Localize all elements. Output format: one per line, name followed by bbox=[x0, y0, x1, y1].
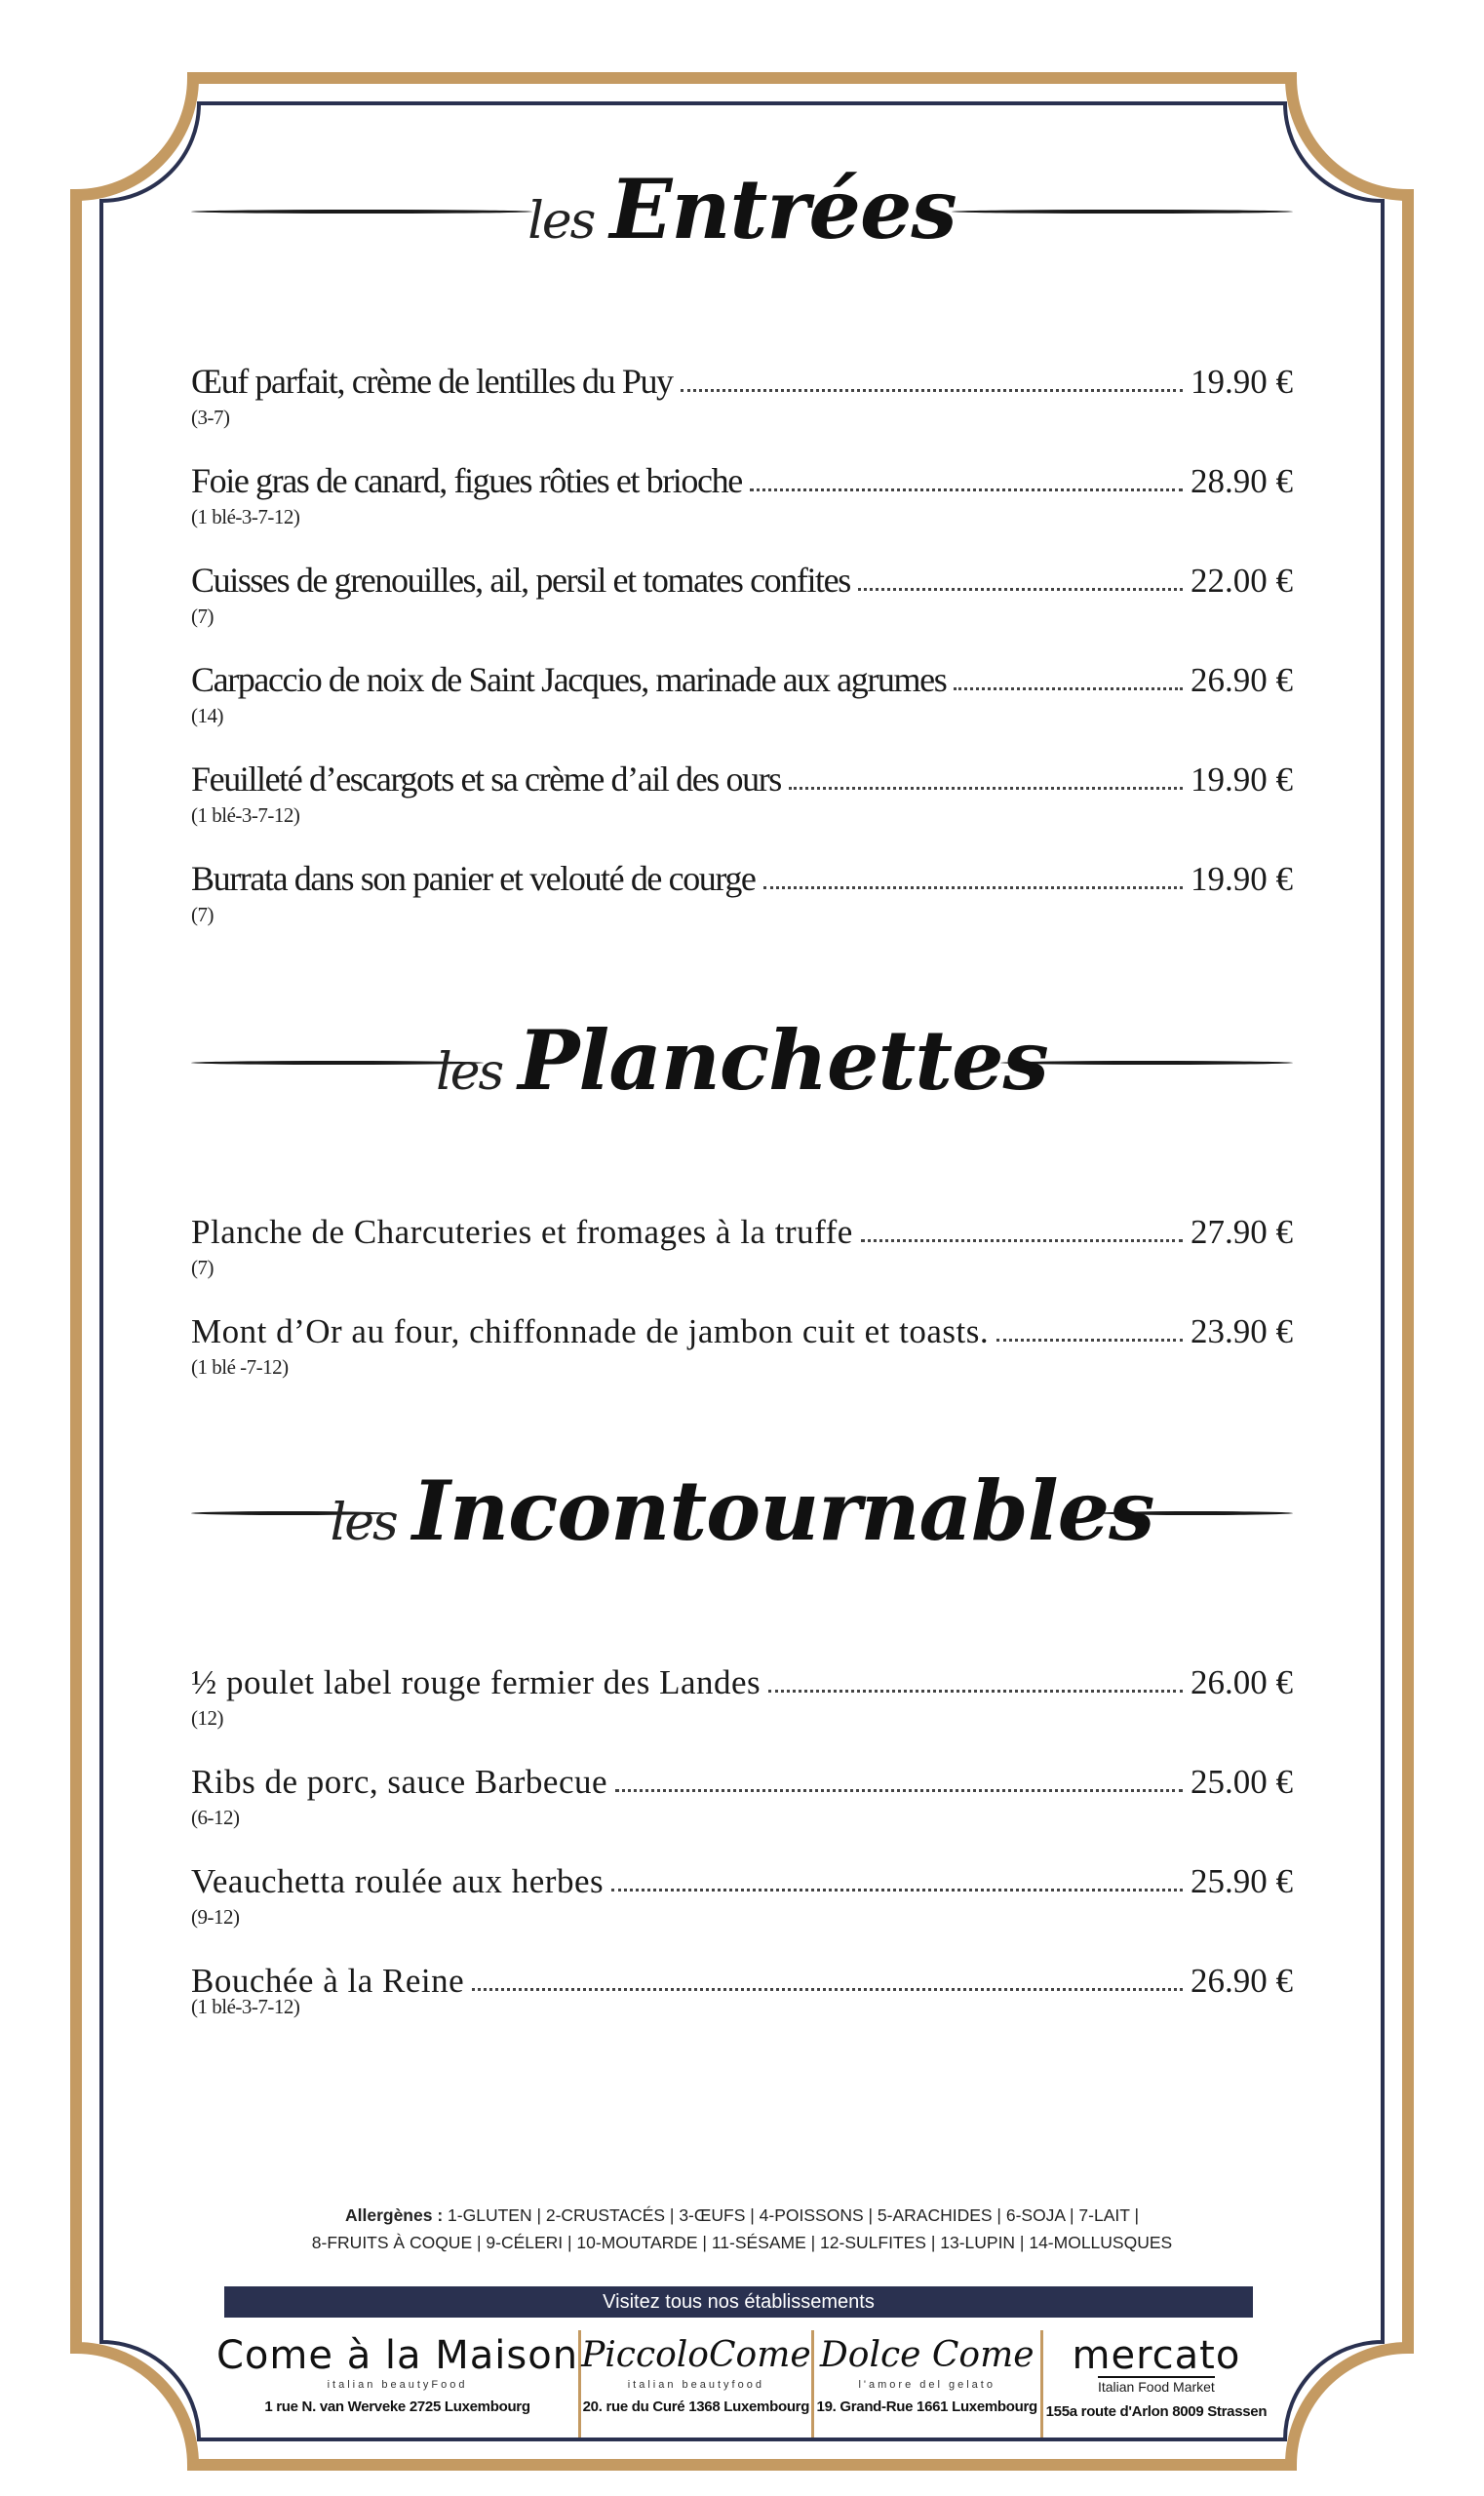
allergens-legend bbox=[191, 2202, 1293, 2256]
leader-dots bbox=[954, 687, 1183, 690]
logo-mercato: mercato bbox=[1072, 2333, 1241, 2378]
item-price: 26.90 € bbox=[1191, 1962, 1293, 2000]
visit-banner: Visitez tous nos établissements bbox=[224, 2286, 1253, 2318]
item-price: 19.90 € bbox=[1191, 760, 1293, 799]
item-name: Planche de Charcuteries et fromages à la truffe bbox=[191, 1213, 853, 1251]
menu-item bbox=[191, 1962, 1293, 2020]
entrees-list bbox=[191, 361, 1293, 957]
title-incontournables: Incontournables bbox=[411, 1462, 1154, 1559]
item-allergens: (1 blé-3-7-12) bbox=[191, 803, 300, 827]
leader-dots bbox=[750, 488, 1183, 491]
establishment-tagline: italian beautyfood bbox=[627, 2379, 764, 2391]
establishment-address: 19. Grand-Rue 1661 Luxembourg bbox=[816, 2398, 1037, 2415]
item-allergens: (3-7) bbox=[191, 406, 230, 429]
section-title-planchettes bbox=[191, 1002, 1293, 1119]
item-price: 26.00 € bbox=[1191, 1663, 1293, 1701]
item-price: 26.90 € bbox=[1191, 661, 1293, 699]
item-name: Mont d’Or au four, chiffonnade de jambon cuit et toasts. bbox=[191, 1312, 990, 1350]
menu-item bbox=[191, 1763, 1293, 1862]
item-price: 27.90 € bbox=[1191, 1213, 1293, 1251]
establishment-tagline: Italian Food Market bbox=[1098, 2376, 1215, 2395]
leader-dots bbox=[681, 389, 1183, 392]
item-price: 19.90 € bbox=[1191, 860, 1293, 898]
menu-item bbox=[191, 1312, 1293, 1412]
item-name: Feuilleté d’escargots et sa crème d’ail des ours bbox=[191, 760, 781, 799]
item-name: Œuf parfait, crème de lentilles du Puy bbox=[191, 362, 673, 401]
logo-come-a-la-maison: Come à la Maison bbox=[216, 2333, 579, 2378]
leader-dots bbox=[615, 1789, 1183, 1792]
title-les: les bbox=[527, 192, 595, 251]
title-les: les bbox=[436, 1043, 503, 1102]
incontournables-list bbox=[191, 1663, 1293, 2020]
leader-dots bbox=[789, 787, 1183, 790]
item-price: 19.90 € bbox=[1191, 363, 1293, 401]
title-planchettes: Planchettes bbox=[518, 1012, 1048, 1109]
item-allergens: (1 blé-3-7-12) bbox=[191, 1995, 300, 2018]
establishment-tagline: l'amore del gelato bbox=[858, 2379, 996, 2391]
item-price: 25.00 € bbox=[1191, 1763, 1293, 1801]
section-title-incontournables bbox=[191, 1453, 1293, 1570]
menu-item bbox=[191, 759, 1293, 858]
item-name: Bouchée à la Reine bbox=[191, 1962, 465, 2000]
item-allergens: (12) bbox=[191, 1706, 223, 1730]
section-title-entrees bbox=[191, 151, 1293, 268]
item-allergens: (9-12) bbox=[191, 1905, 240, 1929]
item-allergens: (7) bbox=[191, 1256, 214, 1279]
leader-dots bbox=[611, 1889, 1183, 1892]
menu-item bbox=[191, 1862, 1293, 1962]
menu-item bbox=[191, 1213, 1293, 1312]
title-entrees: Entrées bbox=[609, 161, 957, 257]
establishment-dolce-come bbox=[811, 2330, 1040, 2438]
item-name: Ribs de porc, sauce Barbecue bbox=[191, 1763, 608, 1801]
logo-dolce-come: Dolce Come bbox=[819, 2335, 1035, 2375]
establishment-mercato bbox=[1040, 2330, 1269, 2438]
item-name: Carpaccio de noix de Saint Jacques, marinade aux agrumes bbox=[191, 660, 947, 699]
establishment-come-a-la-maison bbox=[216, 2330, 578, 2438]
allergens-line-1: 1-GLUTEN | 2-CRUSTACÉS | 3-ŒUFS | 4-POISSONS | 5-ARACHIDES | 6-SOJA | 7-LAIT | bbox=[448, 2205, 1140, 2225]
establishment-piccolo-come bbox=[578, 2330, 811, 2438]
item-price: 28.90 € bbox=[1191, 462, 1293, 500]
item-price: 22.00 € bbox=[1191, 562, 1293, 600]
menu-item bbox=[191, 659, 1293, 759]
leader-dots bbox=[996, 1339, 1183, 1342]
title-les: les bbox=[330, 1494, 397, 1552]
item-name: Burrata dans son panier et velouté de courge bbox=[191, 859, 756, 898]
establishment-tagline: italian beautyFood bbox=[327, 2379, 468, 2391]
leader-dots bbox=[472, 1988, 1183, 1991]
item-name: Veauchetta roulée aux herbes bbox=[191, 1862, 605, 1900]
item-allergens: (1 blé -7-12) bbox=[191, 1355, 289, 1379]
leader-dots bbox=[858, 588, 1183, 591]
menu-item bbox=[191, 460, 1293, 560]
menu-item bbox=[191, 858, 1293, 957]
leader-dots bbox=[861, 1239, 1183, 1242]
item-name: Cuisses de grenouilles, ail, persil et tomates confites bbox=[191, 561, 850, 600]
allergens-label: Allergènes : bbox=[344, 2205, 444, 2225]
leader-dots bbox=[763, 886, 1183, 889]
item-allergens: (6-12) bbox=[191, 1806, 240, 1829]
menu-item bbox=[191, 560, 1293, 659]
planchettes-list bbox=[191, 1213, 1293, 1412]
allergens-line-2: 8-FRUITS À COQUE | 9-CÉLERI | 10-MOUTARDE | 11-SÉSAME | 12-SULFITES | 13-LUPIN | 14-MOLLUSQUES bbox=[311, 2233, 1173, 2252]
establishment-address: 20. rue du Curé 1368 Luxembourg bbox=[582, 2398, 810, 2415]
item-allergens: (14) bbox=[191, 704, 223, 727]
menu-item bbox=[191, 1663, 1293, 1763]
establishment-address: 1 rue N. van Werveke 2725 Luxembourg bbox=[264, 2398, 530, 2415]
logo-piccolo-come: PiccoloCome bbox=[581, 2335, 811, 2375]
establishments-footer bbox=[216, 2330, 1269, 2438]
item-name: ½ poulet label rouge fermier des Landes bbox=[191, 1663, 762, 1701]
item-allergens: (7) bbox=[191, 604, 214, 628]
item-allergens: (1 blé-3-7-12) bbox=[191, 505, 300, 528]
item-name: Foie gras de canard, figues rôties et brioche bbox=[191, 461, 742, 500]
item-price: 25.90 € bbox=[1191, 1862, 1293, 1900]
item-allergens: (7) bbox=[191, 903, 214, 926]
leader-dots bbox=[768, 1690, 1183, 1693]
menu-item bbox=[191, 361, 1293, 460]
establishment-address: 155a route d'Arlon 8009 Strassen bbox=[1045, 2403, 1268, 2420]
item-price: 23.90 € bbox=[1191, 1312, 1293, 1350]
